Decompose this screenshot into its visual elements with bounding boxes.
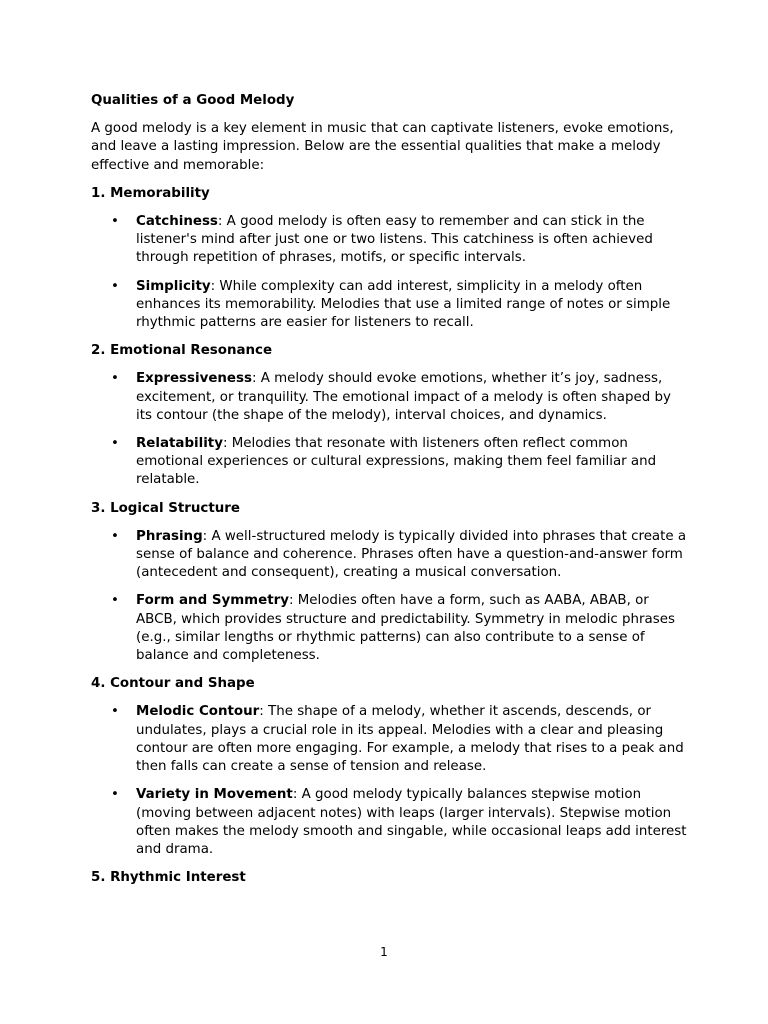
list-item bbox=[91, 703, 691, 776]
item-term: Form and Symmetry bbox=[136, 593, 289, 609]
section-emotional-resonance bbox=[91, 342, 691, 489]
item-text: : A good melody is often easy to remember and can stick in the listener's mind after just one or two listens. This catchiness is often achieved through repetition of phrases, motifs, or specific intervals. bbox=[136, 214, 653, 266]
page-number: 1 bbox=[380, 945, 388, 959]
bullet-list bbox=[91, 528, 691, 665]
intro-paragraph: A good melody is a key element in music that can captivate listeners, evoke emotions, and leave a lasting impression. Below are the essential qualities that make a melody effective and memorable: bbox=[91, 121, 674, 173]
list-item bbox=[91, 592, 691, 665]
document-title: Qualities of a Good Melody bbox=[91, 93, 295, 108]
bullet-icon: • bbox=[111, 704, 119, 720]
section-rhythmic-interest bbox=[91, 869, 691, 887]
list-item bbox=[91, 786, 691, 859]
section-contour-and-shape bbox=[91, 675, 691, 859]
item-text: : A good melody typically balances stepwise motion (moving between adjacent notes) with leaps (larger intervals). Stepwise motion often makes the melody smooth and singable, while occasional leaps add interest and drama. bbox=[136, 787, 687, 857]
item-text: : A melody should evoke emotions, whether it’s joy, sadness, excitement, or tranquility. The emotional impact of a melody is often shaped by its contour (the shape of the melody), interval choices, and dynamics. bbox=[136, 371, 671, 423]
item-text: : Melodies often have a form, such as AABA, ABAB, or ABCB, which provides structure and predictability. Symmetry in melodic phrases (e.g., similar lengths or rhythmic patterns) can also contribute to a sense of balance and completeness. bbox=[136, 593, 675, 664]
item-text: : A well-structured melody is typically divided into phrases that create a sense of balance and coherence. Phrases often have a question-and-answer form (antecedent and consequent), creating a musical conversation. bbox=[136, 528, 687, 581]
list-item bbox=[91, 528, 691, 583]
bullet-icon: • bbox=[111, 787, 119, 803]
section-heading: 5. Rhythmic Interest bbox=[91, 870, 246, 886]
list-item bbox=[91, 435, 691, 490]
item-text: : The shape of a melody, whether it ascends, descends, or undulates, plays a crucial role in its appeal. Melodies with a clear and pleasing contour are often more engaging. For example, a melody that rises to a peak and then falls can create a sense of tension and release. bbox=[136, 704, 684, 775]
item-term: Simplicity bbox=[136, 278, 211, 294]
section-heading: 2. Emotional Resonance bbox=[91, 343, 273, 359]
item-term: Variety in Movement bbox=[136, 787, 293, 803]
item-term: Phrasing bbox=[136, 528, 203, 544]
item-term: Melodic Contour bbox=[136, 704, 260, 720]
bullet-icon: • bbox=[111, 528, 119, 544]
bullet-icon: • bbox=[111, 371, 119, 387]
item-text: : Melodies that resonate with listeners often reflect common emotional experiences or cultural expressions, making them feel familiar and relatable. bbox=[136, 436, 657, 488]
bullet-icon: • bbox=[111, 278, 119, 294]
section-heading: 3. Logical Structure bbox=[91, 500, 240, 516]
document-body bbox=[91, 92, 691, 897]
section-heading: 4. Contour and Shape bbox=[91, 676, 255, 692]
section-logical-structure bbox=[91, 500, 691, 666]
item-term: Relatability bbox=[136, 436, 223, 452]
bullet-list bbox=[91, 213, 691, 332]
section-memorability bbox=[91, 185, 691, 332]
item-term: Expressiveness bbox=[136, 371, 252, 387]
bullet-icon: • bbox=[111, 593, 119, 609]
bullet-list bbox=[91, 703, 691, 859]
section-heading: 1. Memorability bbox=[91, 185, 210, 201]
bullet-list bbox=[91, 370, 691, 489]
bullet-icon: • bbox=[111, 214, 119, 230]
list-item bbox=[91, 370, 691, 425]
item-text: : While complexity can add interest, simplicity in a melody often enhances its memorability. Melodies that use a limited range of notes or simple rhythmic patterns are easier for listeners to recall. bbox=[136, 278, 671, 331]
bullet-icon: • bbox=[111, 436, 119, 452]
item-term: Catchiness bbox=[136, 214, 218, 230]
list-item bbox=[91, 213, 691, 268]
list-item bbox=[91, 278, 691, 333]
